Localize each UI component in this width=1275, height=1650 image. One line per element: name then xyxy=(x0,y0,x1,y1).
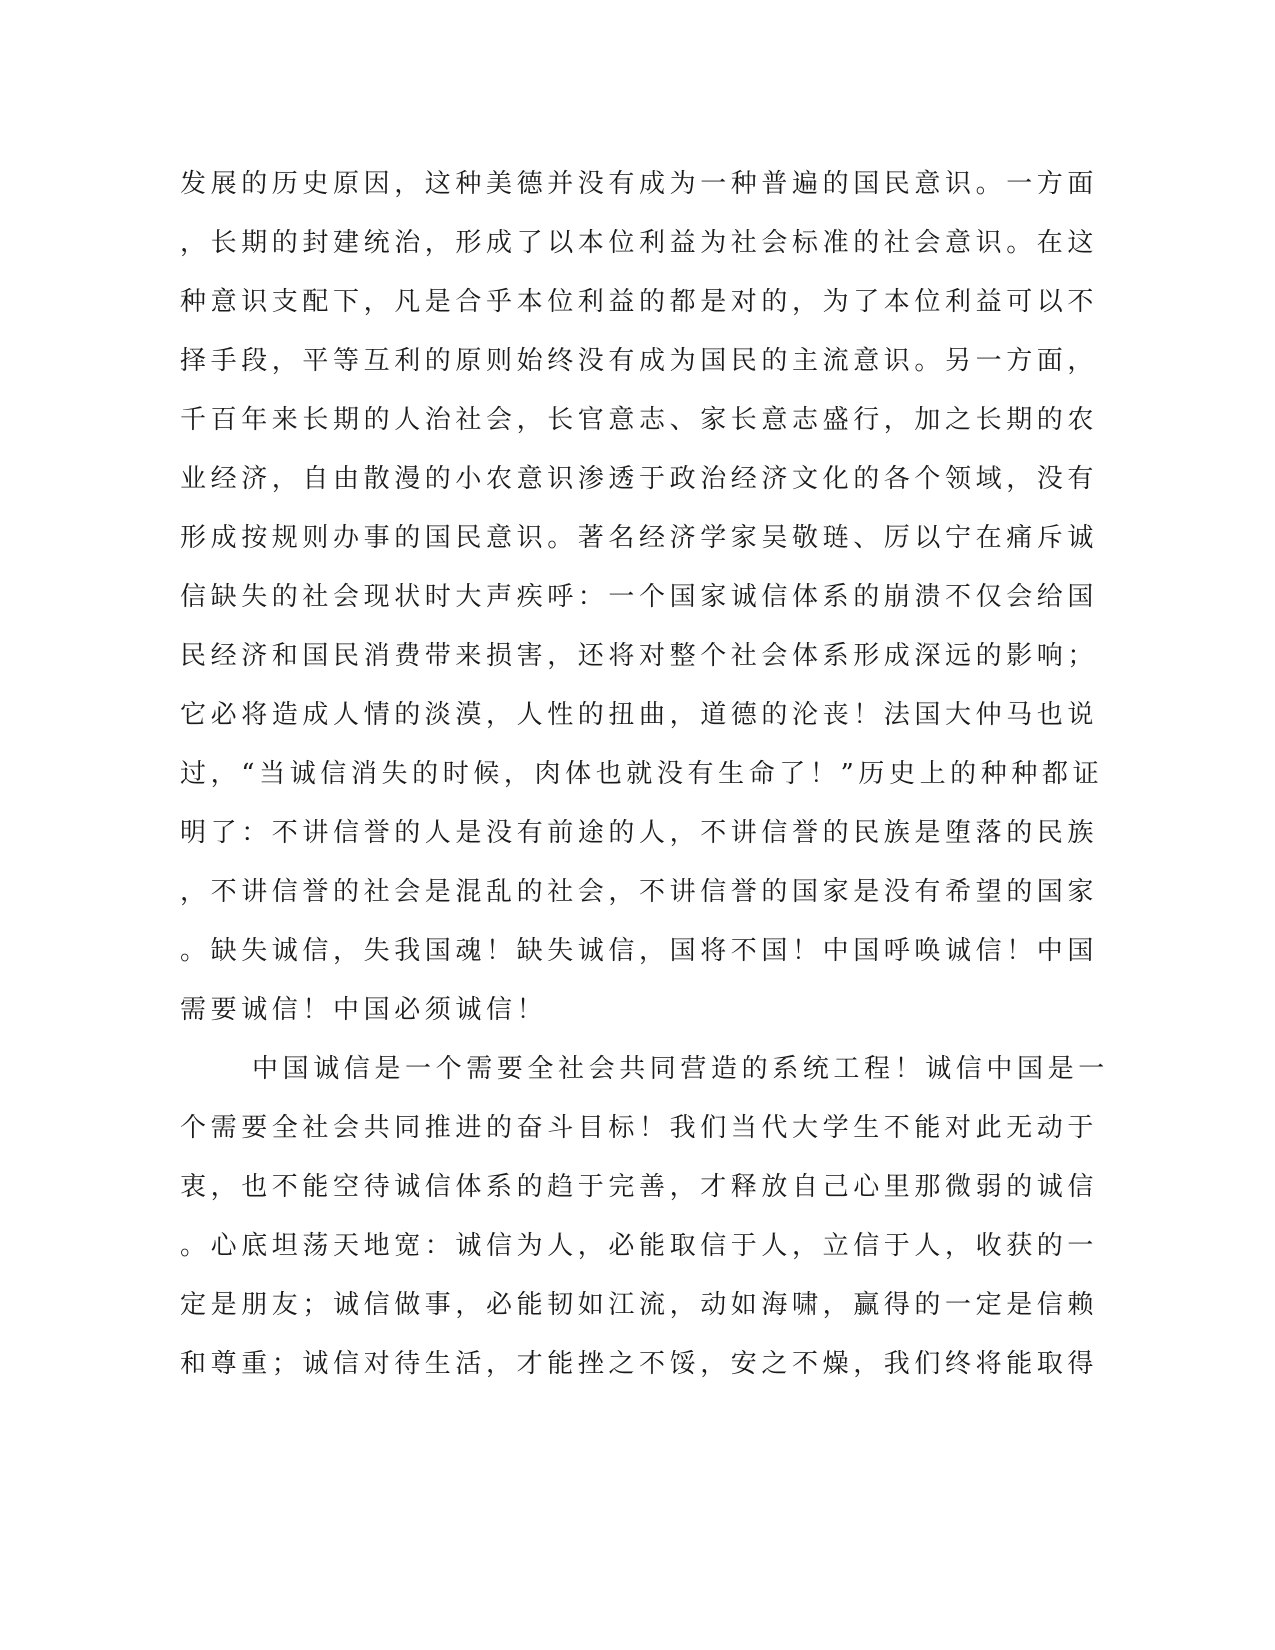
text-line: 明了：不讲信誉的人是没有前途的人，不讲信誉的民族是堕落的民族 xyxy=(180,818,1099,848)
text-line: 它必将造成人情的淡漠，人性的扭曲，道德的沦丧！法国大仲马也说 xyxy=(180,700,1099,730)
text-line: 形成按规则办事的国民意识。著名经济学家吴敬琏、厉以宁在痛斥诚 xyxy=(180,523,1099,553)
text-line-indented: 中国诚信是一个需要全社会共同营造的系统工程！诚信中国是一 xyxy=(252,1054,1109,1084)
paragraph-1 xyxy=(180,155,1104,1040)
text-line: ，长期的封建统治，形成了以本位利益为社会标准的社会意识。在这 xyxy=(180,228,1099,258)
text-line: 种意识支配下，凡是合乎本位利益的都是对的，为了本位利益可以不 xyxy=(180,287,1099,317)
text-line: 衷，也不能空待诚信体系的趋于完善，才释放自己心里那微弱的诚信 xyxy=(180,1172,1099,1202)
text-line: 信缺失的社会现状时大声疾呼：一个国家诚信体系的崩溃不仅会给国 xyxy=(180,582,1099,612)
text-line: 。心底坦荡天地宽：诚信为人，必能取信于人，立信于人，收获的一 xyxy=(180,1231,1099,1261)
text-line: 择手段，平等互利的原则始终没有成为国民的主流意识。另一方面， xyxy=(180,346,1099,376)
text-line: 个需要全社会共同推进的奋斗目标！我们当代大学生不能对此无动于 xyxy=(180,1113,1099,1143)
document-body xyxy=(180,155,1109,1394)
text-line: 发展的历史原因，这种美德并没有成为一种普遍的国民意识。一方面 xyxy=(180,169,1099,199)
text-line: 需要诚信！中国必须诚信！ xyxy=(180,995,548,1025)
text-line: 千百年来长期的人治社会，长官意志、家长意志盛行，加之长期的农 xyxy=(180,405,1099,435)
text-line: 过，“当诚信消失的时候，肉体也就没有生命了！”历史上的种种都证 xyxy=(180,759,1104,789)
text-line: 定是朋友；诚信做事，必能韧如江流，动如海啸，赢得的一定是信赖 xyxy=(180,1290,1099,1320)
text-line: 民经济和国民消费带来损害，还将对整个社会体系形成深远的影响； xyxy=(180,641,1099,671)
paragraph-2 xyxy=(180,1040,1109,1394)
text-line: ，不讲信誉的社会是混乱的社会，不讲信誉的国家是没有希望的国家 xyxy=(180,877,1099,907)
text-line: 。缺失诚信，失我国魂！缺失诚信，国将不国！中国呼唤诚信！中国 xyxy=(180,936,1099,966)
text-line: 业经济，自由散漫的小农意识渗透于政治经济文化的各个领域，没有 xyxy=(180,464,1099,494)
text-line: 和尊重；诚信对待生活，才能挫之不馁，安之不燥，我们终将能取得 xyxy=(180,1349,1099,1379)
